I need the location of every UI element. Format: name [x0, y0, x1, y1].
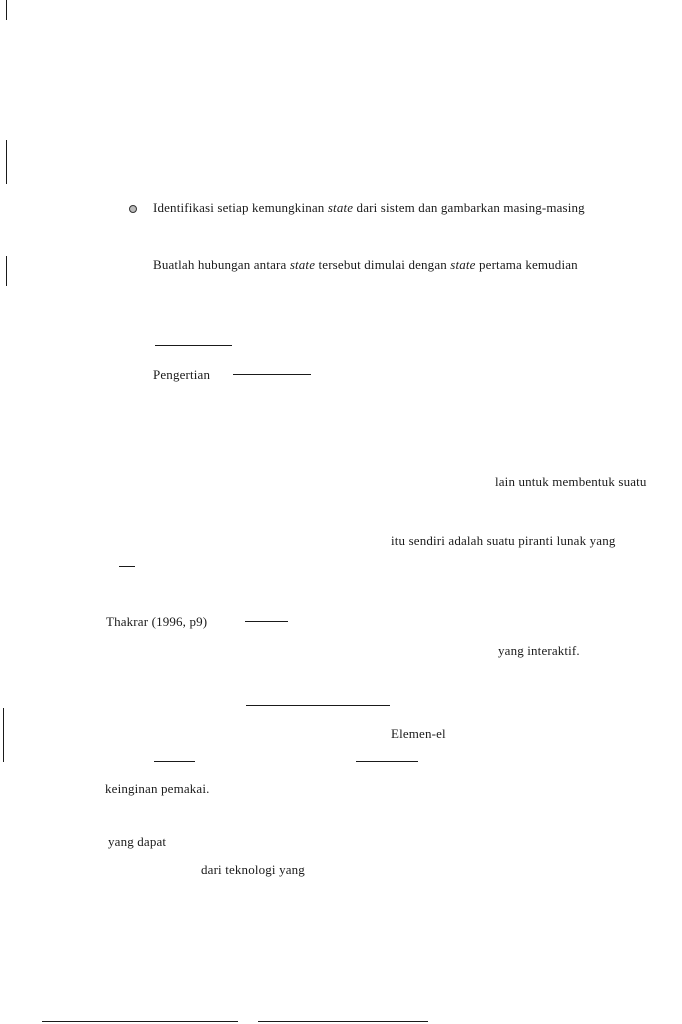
- paragraph-fragment-elemen: Elemen-el: [391, 726, 446, 741]
- change-bar-2: [6, 140, 7, 184]
- redaction-line-3: [119, 566, 135, 567]
- bullet-icon: [129, 205, 137, 213]
- redaction-line-1: [155, 345, 232, 346]
- step-line-italic2: state: [450, 257, 476, 272]
- bullet-item-italic: state: [327, 200, 354, 215]
- citation-fragment: Thakrar (1996, p9): [106, 614, 208, 629]
- paragraph-fragment-itu: itu sendiri adalah suatu piranti lunak yang: [391, 533, 616, 548]
- step-line-part3: pertama kemudian: [475, 257, 578, 272]
- footer-rule-2: [258, 1021, 428, 1022]
- redaction-line-7: [356, 761, 418, 762]
- paragraph-fragment-keinginan: keinginan pemakai.: [105, 781, 210, 796]
- paragraph-fragment-yang-dapat: yang dapat: [108, 834, 167, 849]
- redaction-line-5: [246, 705, 390, 706]
- bullet-item-prefix: Identifikasi setiap kemungkinan: [153, 200, 328, 215]
- paragraph-fragment-interaktif: yang interaktif.: [498, 643, 580, 658]
- change-bar-3: [6, 256, 7, 286]
- redaction-line-2: [233, 374, 311, 375]
- bullet-item-suffix: dari sistem dan gambarkan masing-masing: [353, 200, 585, 215]
- redaction-line-4: [245, 621, 288, 622]
- step-line-part1: Buatlah hubungan antara: [153, 257, 290, 272]
- bullet-item-text: [153, 200, 585, 216]
- paragraph-fragment-lain: lain untuk membentuk suatu: [495, 474, 647, 489]
- change-bar-4: [3, 708, 4, 762]
- redaction-line-6: [154, 761, 195, 762]
- paragraph-fragment-teknologi: dari teknologi yang: [201, 862, 305, 877]
- section-heading-fragment: Pengertian: [153, 367, 211, 382]
- step-line-italic1: state: [289, 257, 316, 272]
- change-bar-1: [6, 0, 7, 20]
- footer-rule-1: [42, 1021, 238, 1022]
- step-line-part2: tersebut dimulai dengan: [315, 257, 451, 272]
- step-line-text: [153, 257, 578, 273]
